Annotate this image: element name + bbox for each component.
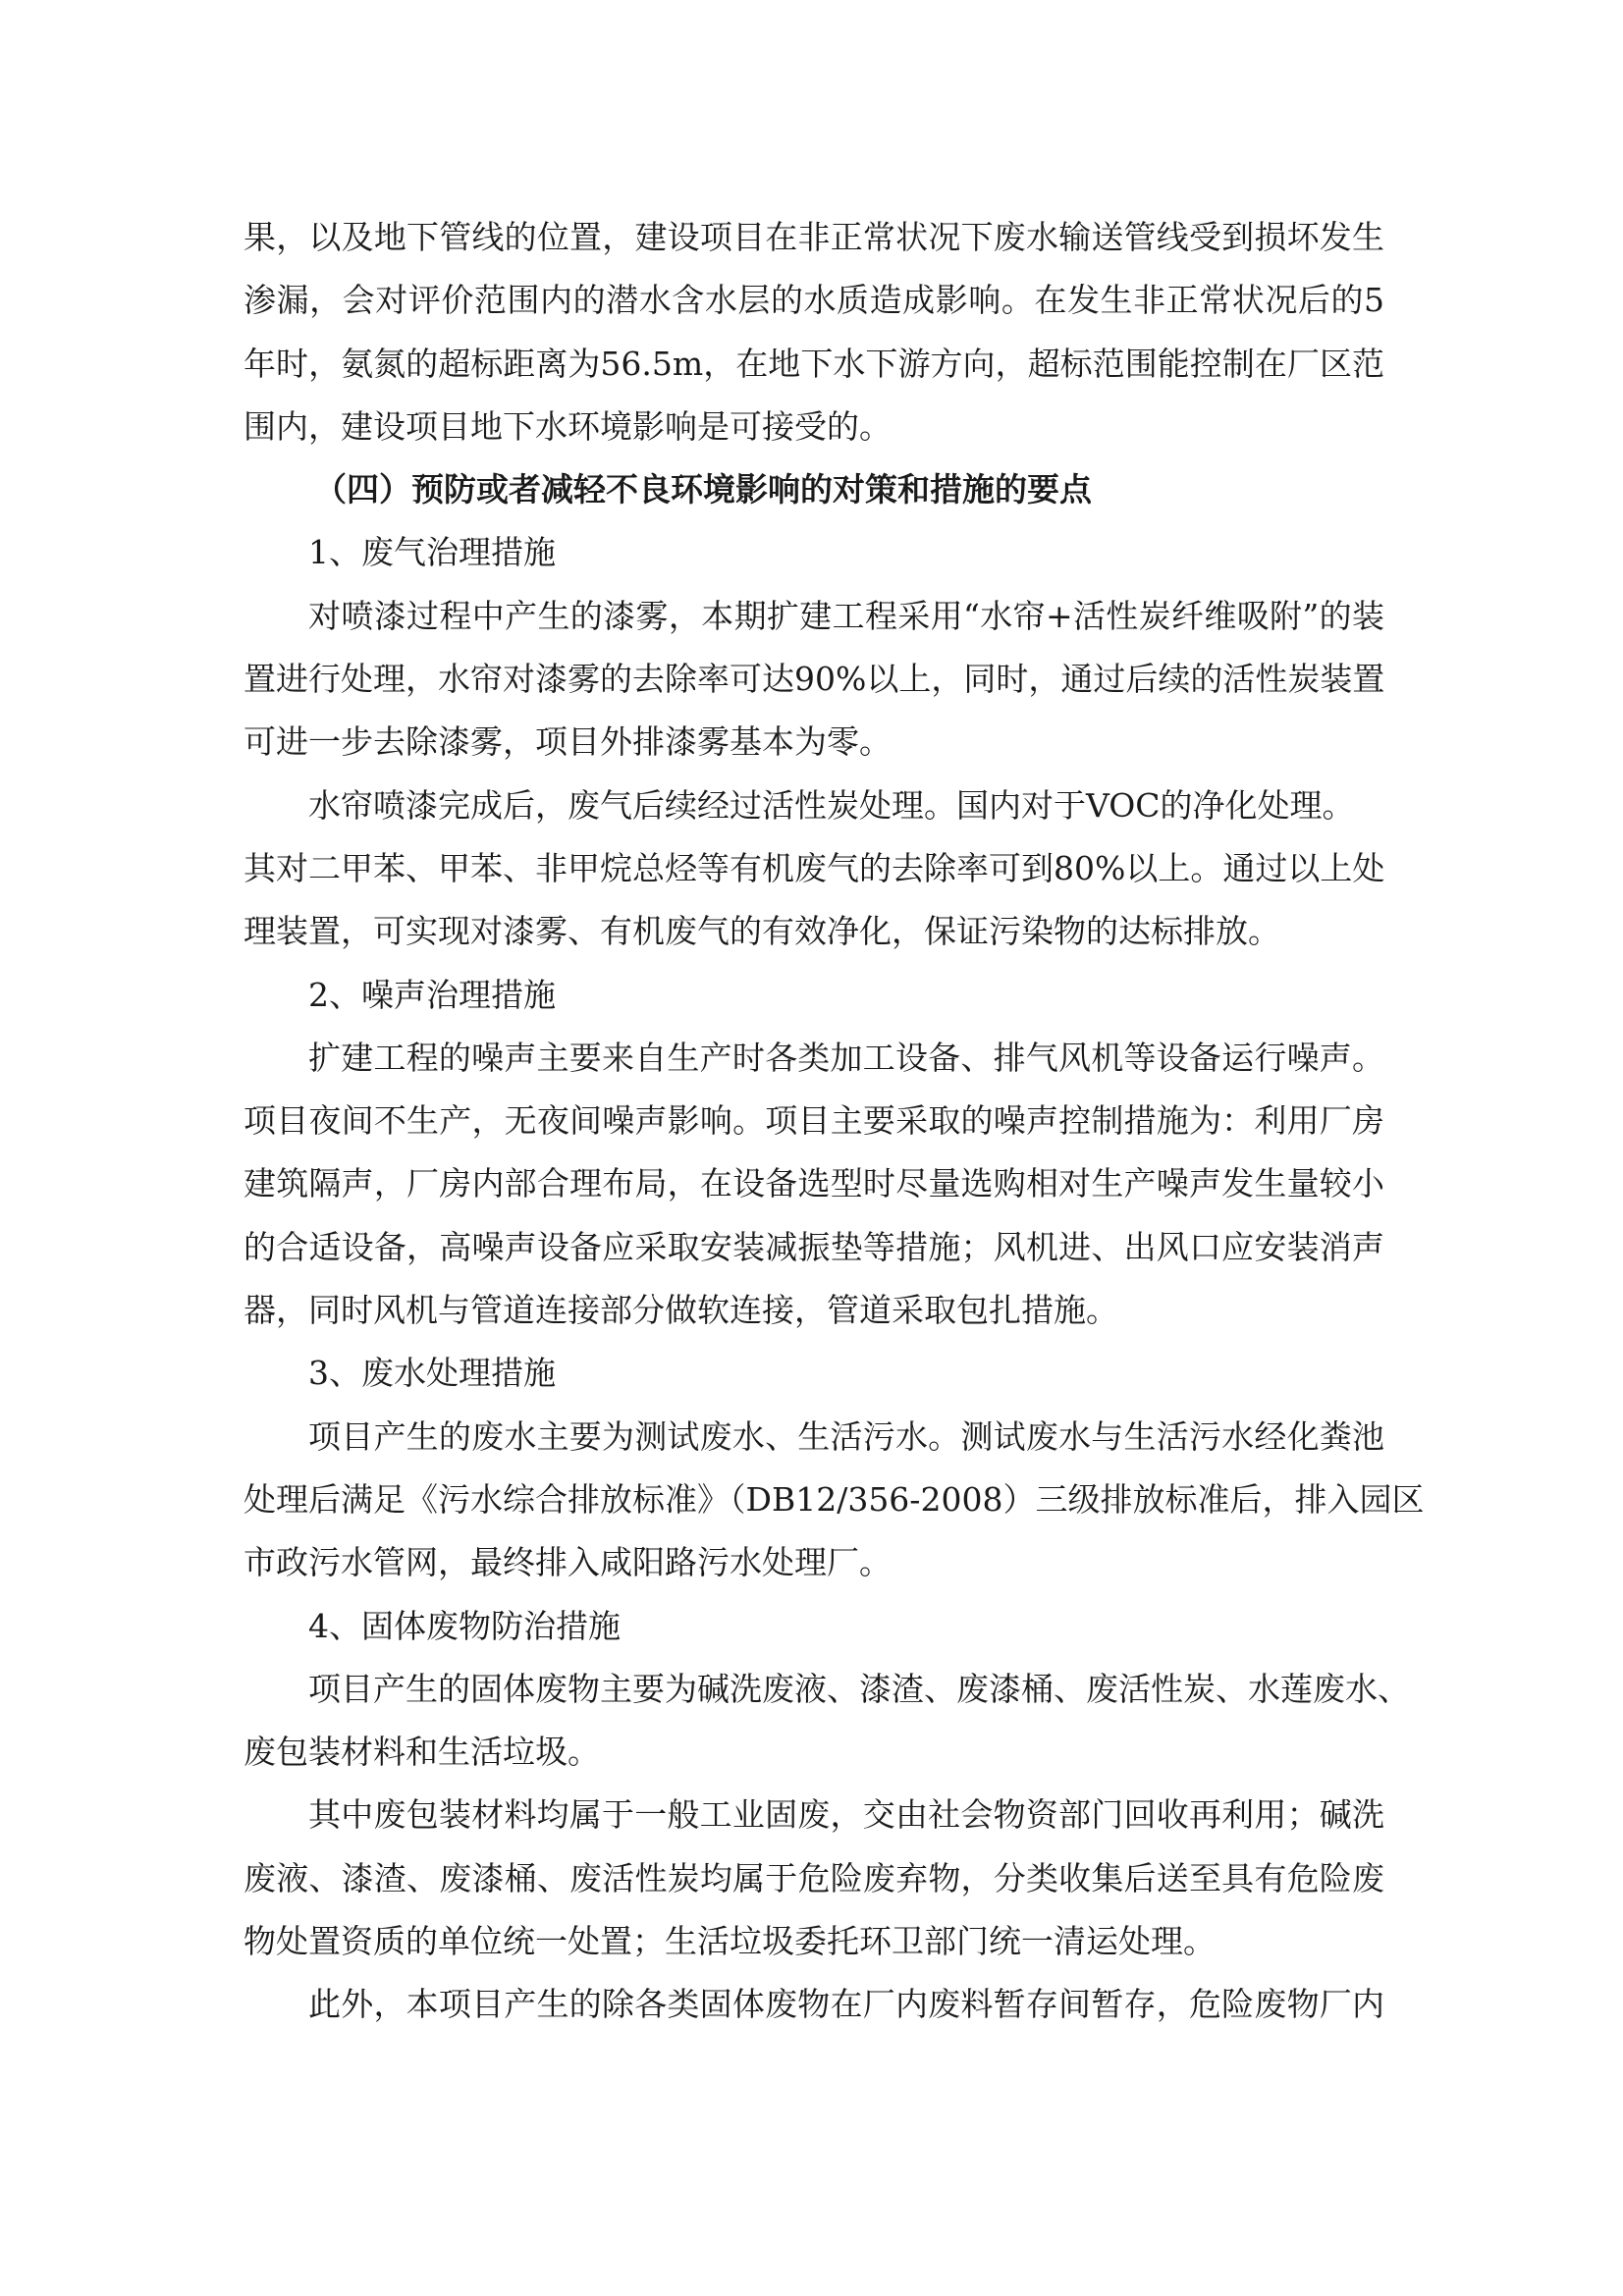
body-line: 项目夜间不生产，无夜间噪声影响。项目主要采取的噪声控制措施为：利用厂房 [243, 1101, 1384, 1141]
document-page [243, 206, 1425, 2037]
body-line: 此外，本项目产生的除各类固体废物在厂内废料暂存间暂存，危险废物厂内 [308, 1985, 1384, 2024]
body-line: 废包装材料和生活垃圾。 [243, 1733, 600, 1772]
section-heading: （四）预防或者减轻不良环境影响的对策和措施的要点 [314, 470, 1092, 509]
body-line: 市政污水管网，最终排入咸阳路污水处理厂。 [243, 1543, 892, 1582]
body-line: 的合适设备，高噪声设备应采取安装减振垫等措施；风机进、出风口应安装消声 [243, 1227, 1384, 1266]
body-line: 物处置资质的单位统一处置；生活垃圾委托环卫部门统一清运处理。 [243, 1922, 1216, 1961]
body-line: 项目产生的废水主要为测试废水、生活污水。测试废水与生活污水经化粪池 [308, 1416, 1384, 1456]
body-line: 理装置，可实现对漆雾、有机废气的有效净化，保证污染物的达标排放。 [243, 912, 1280, 951]
body-line: 废液、漆渣、废漆桶、废活性炭均属于危险废弃物，分类收集后送至具有危险废 [243, 1858, 1384, 1897]
body-line: 置进行处理，水帘对漆雾的去除率可达90%以上，同时，通过后续的活性炭装置 [243, 660, 1385, 699]
body-line: 水帘喷漆完成后，废气后续经过活性炭处理。国内对于VOC的净化处理。 [308, 785, 1355, 825]
body-line: 果，以及地下管线的位置，建设项目在非正常状况下废水输送管线受到损坏发生 [243, 218, 1384, 256]
body-line: 可进一步去除漆雾，项目外排漆雾基本为零。 [243, 722, 892, 762]
subheading: 1、废气治理措施 [308, 533, 556, 572]
subheading: 3、废水处理措施 [308, 1354, 556, 1393]
body-line: 器，同时风机与管道连接部分做软连接，管道采取包扎措施。 [243, 1291, 1118, 1330]
body-line: 对喷漆过程中产生的漆雾，本期扩建工程采用“水帘+活性炭纤维吸附”的装 [308, 596, 1384, 635]
body-line: 渗漏，会对评价范围内的潜水含水层的水质造成影响。在发生非正常状况后的5 [243, 281, 1384, 320]
body-line: 其中废包装材料均属于一般工业固废，交由社会物资部门回收再利用；碱洗 [308, 1795, 1384, 1835]
body-line: 其对二甲苯、甲苯、非甲烷总烃等有机废气的去除率可到80%以上。通过以上处 [243, 848, 1385, 887]
subheading: 2、噪声治理措施 [308, 975, 556, 1014]
body-line: 处理后满足《污水综合排放标准》（DB12/356-2008）三级排放标准后，排入园区 [243, 1479, 1425, 1519]
body-line: 项目产生的固体废物主要为碱洗废液、漆渣、废漆桶、废活性炭、水莲废水、 [308, 1669, 1410, 1708]
body-line: 扩建工程的噪声主要来自生产时各类加工设备、排气风机等设备运行噪声。 [308, 1038, 1384, 1077]
body-line: 年时，氨氮的超标距离为56.5m，在地下水下游方向，超标范围能控制在厂区范 [243, 344, 1384, 383]
subheading: 4、固体废物防治措施 [308, 1606, 621, 1645]
body-line: 围内，建设项目地下水环境影响是可接受的。 [243, 406, 892, 446]
body-line: 建筑隔声，厂房内部合理布局，在设备选型时尽量选购相对生产噪声发生量较小 [243, 1164, 1384, 1203]
